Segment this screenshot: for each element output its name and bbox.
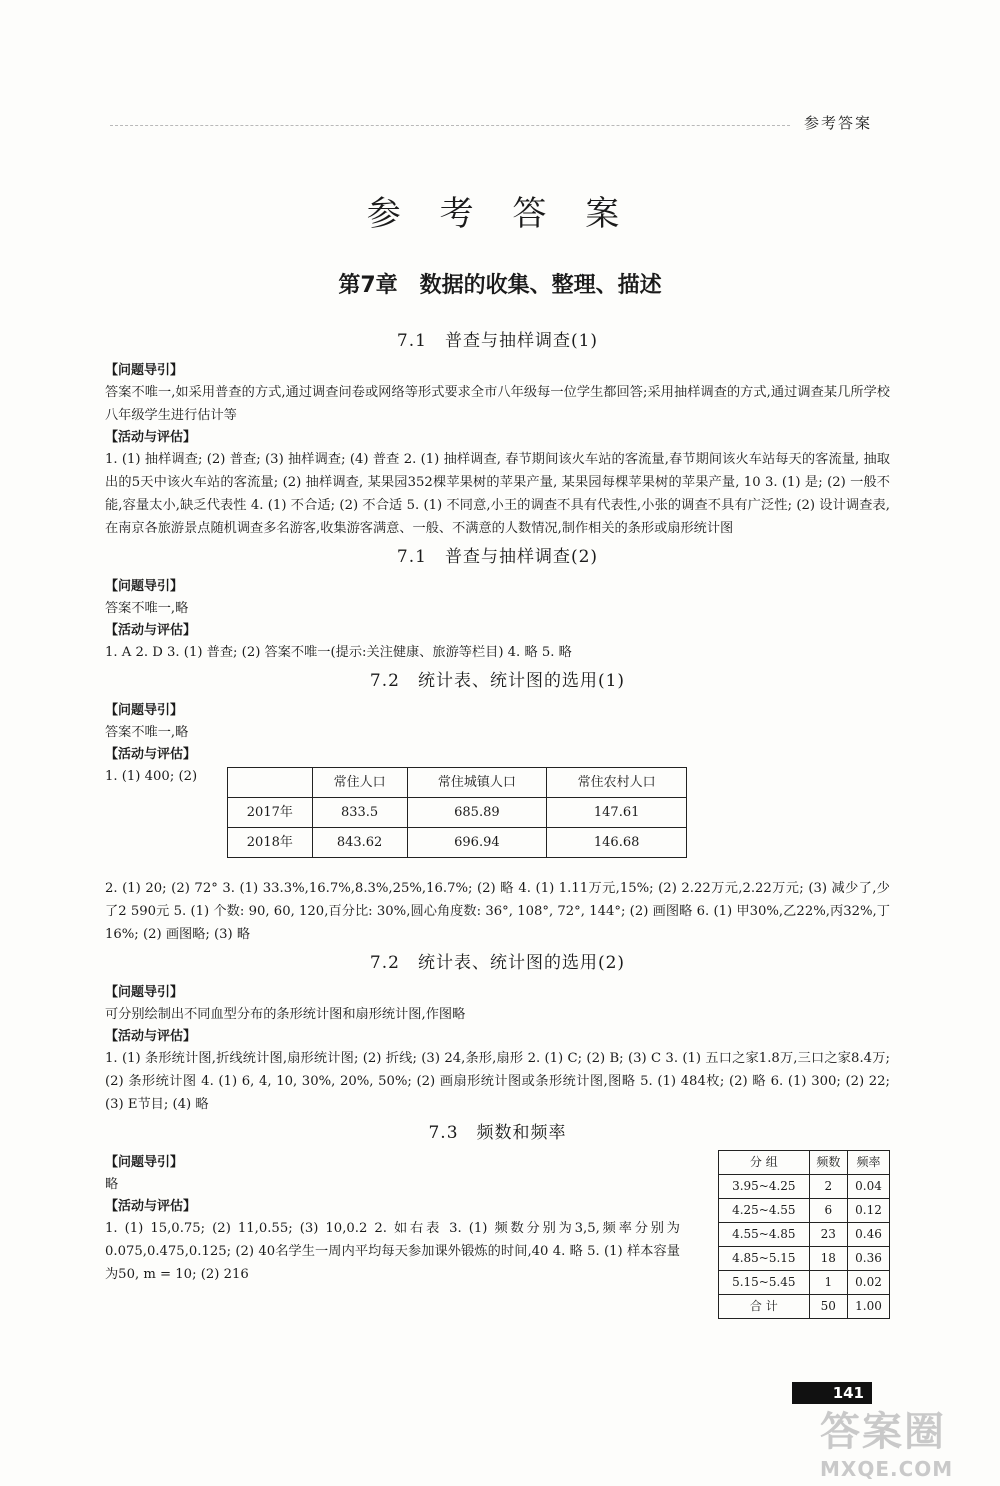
- table-row: [228, 828, 687, 858]
- table-header-cell: 常住城镇人口: [407, 768, 547, 798]
- table-cell: 23: [809, 1223, 847, 1247]
- table-cell: 843.62: [312, 828, 407, 858]
- table-row: [719, 1175, 890, 1199]
- answer-paragraph: 答案不唯一,略: [105, 601, 189, 616]
- subheading: 【活动与评估】: [105, 430, 197, 445]
- section-title: [105, 328, 890, 354]
- watermark-text: 答案圈: [820, 1409, 946, 1455]
- table-header-row: [228, 768, 687, 798]
- table-row: [719, 1247, 890, 1271]
- table-header-cell: [228, 768, 313, 798]
- table-cell: 合 计: [719, 1295, 810, 1319]
- table-header-cell: 常住农村人口: [547, 768, 687, 798]
- section-number: 7.1: [396, 547, 427, 567]
- table-cell: 1: [809, 1271, 847, 1295]
- table-cell: 2: [809, 1175, 847, 1199]
- population-table: [227, 767, 687, 858]
- table-cell: 5.15~5.45: [719, 1271, 810, 1295]
- table-cell: 1.00: [848, 1295, 890, 1319]
- subheading: 【活动与评估】: [105, 623, 197, 638]
- subheading: 【活动与评估】: [105, 747, 197, 762]
- table-cell: 2018年: [228, 828, 313, 858]
- running-header: 参考答案: [803, 114, 872, 132]
- chapter-title: [0, 268, 1000, 299]
- table-row: [719, 1199, 890, 1223]
- subheading: 【问题导引】: [105, 1155, 184, 1170]
- table-cell: 6: [809, 1199, 847, 1223]
- page-title: 参 考 答 案: [366, 194, 634, 234]
- header-rule: [110, 125, 790, 126]
- table-cell: 4.85~5.15: [719, 1247, 810, 1271]
- section-number: 7.1: [396, 331, 427, 351]
- answer-paragraph: 1. (1) 抽样调查; (2) 普查; (3) 抽样调查; (4) 普查 2. (1) 抽样调查, 春节期间该火车站的客流量,春节期间该火车站每天的客流量, 抽取出的5天中该火车站的客流量; (2) 抽样调查, 某果园352棵苹果树的苹果产量, 某果园每棵苹果树的苹果产量, 10 3. (1) 是; (2) 一般不能,容量太小,缺乏代表性 4. (1) 不合适; (2) 不合适 5. (1) 不同意,小王的调查不具有代表性,小张的调查不具有广泛性; (2) 设计调查表,在南京各旅游景点随机调查多名游客,收集游客满意、一般、不满意的人数情况,制作相关的条形或扇形统计图: [105, 452, 890, 536]
- chapter-name: 数据的收集、整理、描述: [419, 273, 662, 298]
- answer-paragraph: 2. (1) 20; (2) 72° 3. (1) 33.3%,16.7%,8.3%,25%,16.7%; (2) 略 4. (1) 1.11万元,15%; (2) 2.22万元,2.22万元; (3) 减少了,少了2 590元 5. (1) 个数: 90, 60, 120,百分比: 30%,圆心角度数: 36°, 108°, 72°, 144°; (2) 画图略 6. (1) 甲30%,乙22%,丙32%,丁16%; (2) 画图略; (3) 略: [105, 881, 890, 942]
- chapter-number: 第7章: [338, 273, 398, 298]
- table-cell: 833.5: [312, 798, 407, 828]
- section-name: 统计表、统计图的选用(2): [417, 953, 626, 973]
- table-cell: 685.89: [407, 798, 547, 828]
- table-row: [719, 1295, 890, 1319]
- table-cell: 4.25~4.55: [719, 1199, 810, 1223]
- section-name: 频数和频率: [476, 1123, 567, 1143]
- table-cell: 147.61: [547, 798, 687, 828]
- table-header-cell: 频数: [809, 1151, 847, 1175]
- watermark-logo: [820, 1400, 990, 1480]
- table-cell: 4.55~4.85: [719, 1223, 810, 1247]
- subheading: 【问题导引】: [105, 985, 184, 1000]
- subheading: 【问题导引】: [105, 363, 184, 378]
- subheading: 【问题导引】: [105, 703, 184, 718]
- answer-paragraph: 1. (1) 15,0.75; (2) 11,0.55; (3) 10,0.2 2. 如右表 3. (1) 频数分别为3,5,频率分别为0.075,0.475,0.125; (2) 40名学生一周内平均每天参加课外锻炼的时间,40 4. 略 5. (1) 样本容量为50, m = 10; (2) 216: [105, 1221, 680, 1282]
- section-name: 统计表、统计图的选用(1): [417, 671, 626, 691]
- table-header-cell: 分 组: [719, 1151, 810, 1175]
- frequency-block: [105, 1152, 890, 1313]
- answer-paragraph: 答案不唯一,略: [105, 725, 189, 740]
- table-cell: 0.46: [848, 1223, 890, 1247]
- table-cell: 3.95~4.25: [719, 1175, 810, 1199]
- table-cell: 18: [809, 1247, 847, 1271]
- subheading: 【活动与评估】: [105, 1029, 197, 1044]
- section-title: [105, 668, 890, 694]
- section-name: 普查与抽样调查(2): [444, 547, 599, 567]
- table-cell: 50: [809, 1295, 847, 1319]
- section-name: 普查与抽样调查(1): [444, 331, 599, 351]
- table-cell: 696.94: [407, 828, 547, 858]
- page-number: 141: [792, 1382, 872, 1404]
- answer-paragraph: 略: [105, 1177, 119, 1192]
- table-header-cell: 频率: [848, 1151, 890, 1175]
- table-row: [719, 1271, 890, 1295]
- table-cell: 0.12: [848, 1199, 890, 1223]
- subheading: 【问题导引】: [105, 579, 184, 594]
- answer-content: [105, 324, 890, 1313]
- section-title: [105, 544, 890, 570]
- section-title: [105, 950, 890, 976]
- table-header-row: [719, 1151, 890, 1175]
- section-number: 7.2: [369, 671, 400, 691]
- answer-paragraph: 1. (1) 条形统计图,折线统计图,扇形统计图; (2) 折线; (3) 24,条形,扇形 2. (1) C; (2) B; (3) C 3. (1) 五口之家1.8万,三口之家8.4万; (2) 条形统计图 4. (1) 6, 4, 10, 30%, 20%, 50%; (2) 画扇形统计图或条形统计图,图略 5. (1) 484枚; (2) 略 6. (1) 300; (2) 22; (3) E节目; (4) 略: [105, 1051, 890, 1112]
- table-cell: 146.68: [547, 828, 687, 858]
- frequency-table: [718, 1150, 890, 1319]
- table-row: [228, 798, 687, 828]
- section-number: 7.3: [428, 1123, 459, 1143]
- watermark-url: MXQE.COM: [820, 1457, 954, 1481]
- table-cell: 0.36: [848, 1247, 890, 1271]
- answer-paragraph: 1. A 2. D 3. (1) 普查; (2) 答案不唯一(提示:关注健康、旅游等栏目) 4. 略 5. 略: [105, 645, 572, 660]
- answer-lead: 1. (1) 400; (2): [105, 769, 198, 784]
- table-header-cell: 常住人口: [312, 768, 407, 798]
- answer-paragraph: 答案不唯一,如采用普查的方式,通过调查问卷或网络等形式要求全市八年级每一位学生都回答;采用抽样调查的方式,通过调查某几所学校八年级学生进行估计等: [105, 385, 890, 423]
- table-cell: 2017年: [228, 798, 313, 828]
- answer-with-table: [105, 765, 890, 877]
- section-number: 7.2: [369, 953, 400, 973]
- section-title: [105, 1120, 890, 1146]
- subheading: 【活动与评估】: [105, 1199, 197, 1214]
- table-row: [719, 1223, 890, 1247]
- frequency-answers: [105, 1152, 680, 1286]
- answer-paragraph: 可分别绘制出不同血型分布的条形统计图和扇形统计图,作图略: [105, 1007, 466, 1022]
- table-cell: 0.02: [848, 1271, 890, 1295]
- table-cell: 0.04: [848, 1175, 890, 1199]
